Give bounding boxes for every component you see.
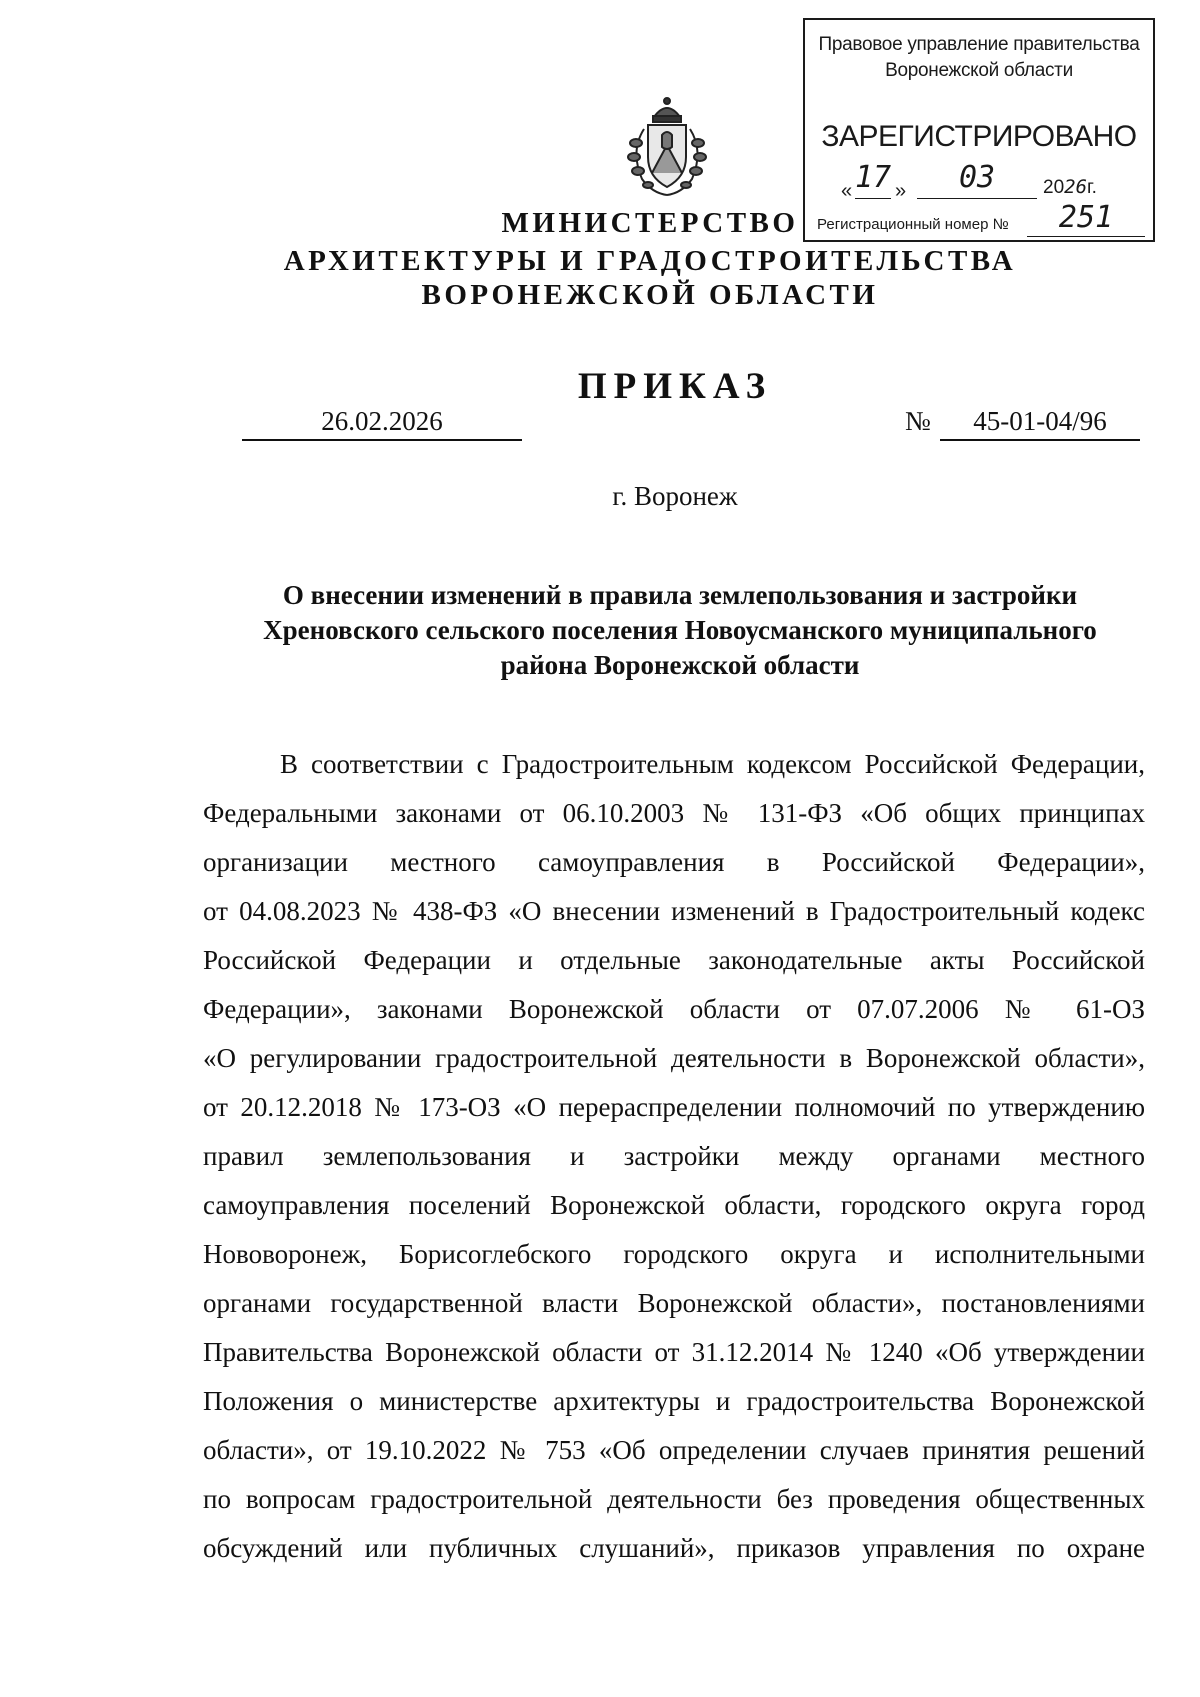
body-line: правил землепользования и застройки между органами местного	[203, 1141, 1145, 1171]
body-line: «О регулировании градостроительной деятельности в Воронежской области»,	[203, 1043, 1145, 1073]
body-line: организации местного самоуправления в Российской Федерации»,	[203, 847, 1145, 877]
order-date: 26.02.2026	[242, 406, 522, 441]
body-line: самоуправления поселений Воронежской области, городского округа город	[203, 1190, 1145, 1220]
order-number: 45-01-04/96	[940, 406, 1140, 441]
order-subject	[220, 578, 1140, 683]
ministry-name-line3: ВОРОНЕЖСКОЙ ОБЛАСТИ	[421, 279, 879, 311]
stamp-organization	[805, 32, 1153, 84]
stamp-open-quote: «	[841, 180, 853, 202]
order-body	[203, 740, 1145, 1573]
body-line: области», от 19.10.2022 № 753 «Об определении случаев принятия решений	[203, 1435, 1145, 1465]
coat-of-arms-icon	[618, 95, 716, 199]
ministry-name-line2: АРХИТЕКТУРЫ И ГРАДОСТРОИТЕЛЬСТВА	[283, 245, 1017, 277]
stamp-month: 03	[917, 160, 1037, 199]
stamp-close-quote: »	[895, 180, 907, 202]
subject-line: района Воронежской области	[500, 650, 860, 680]
stamp-reg-label: Регистрационный номер №	[817, 216, 1009, 233]
order-number-sign: №	[905, 406, 931, 436]
ministry-name-line1: МИНИСТЕРСТВО	[501, 207, 799, 239]
subject-line: О внесении изменений в правила землепользования и застройки	[282, 580, 1078, 610]
stamp-org-line1: Правовое управление правительства	[818, 34, 1140, 55]
body-line: В соответствии с Градостроительным кодексом Российской Федерации,	[280, 749, 1145, 779]
body-line: по вопросам градостроительной деятельности без проведения общественных	[203, 1484, 1145, 1514]
body-line: Положения о министерстве архитектуры и градостроительства Воронежской	[203, 1386, 1145, 1416]
body-line: Федерации», законами Воронежской области от 07.07.2006 № 61-ОЗ	[203, 994, 1145, 1024]
stamp-day: 17	[855, 160, 891, 199]
stamp-year-handwritten: 26	[1064, 176, 1088, 198]
body-line: Российской Федерации и отдельные законодательные акты Российской	[203, 945, 1145, 975]
stamp-year-suffix: г.	[1087, 177, 1097, 198]
body-line: Правительства Воронежской области от 31.12.2014 № 1240 «Об утверждении	[203, 1337, 1145, 1367]
stamp-year	[1043, 176, 1097, 199]
stamp-year-printed: 20	[1043, 177, 1065, 198]
stamp-date	[841, 160, 1141, 200]
document-title: ПРИКАЗ	[577, 366, 773, 407]
subject-line: Хреновского сельского поселения Новоусманского муниципального	[263, 615, 1097, 645]
order-city: г. Воронеж	[612, 481, 738, 511]
body-line: обсуждений или публичных слушаний», приказов управления по охране	[203, 1533, 1145, 1563]
stamp-org-line2: Воронежской области	[885, 60, 1073, 81]
body-line: Нововоронеж, Борисоглебского городского округа и исполнительными	[203, 1239, 1145, 1269]
stamp-status: ЗАРЕГИСТРИРОВАНО	[821, 120, 1137, 153]
body-line: от 04.08.2023 № 438-ФЗ «О внесении изменений в Градостроительный кодекс	[203, 896, 1145, 926]
body-line: от 20.12.2018 № 173-ОЗ «О перераспределении полномочий по утверждению	[203, 1092, 1145, 1122]
body-line: Федеральными законами от 06.10.2003 № 131-ФЗ «Об общих принципах	[203, 798, 1145, 828]
body-line: органами государственной власти Воронежской области», постановлениями	[203, 1288, 1145, 1318]
stamp-reg-number: 251	[1027, 200, 1145, 237]
